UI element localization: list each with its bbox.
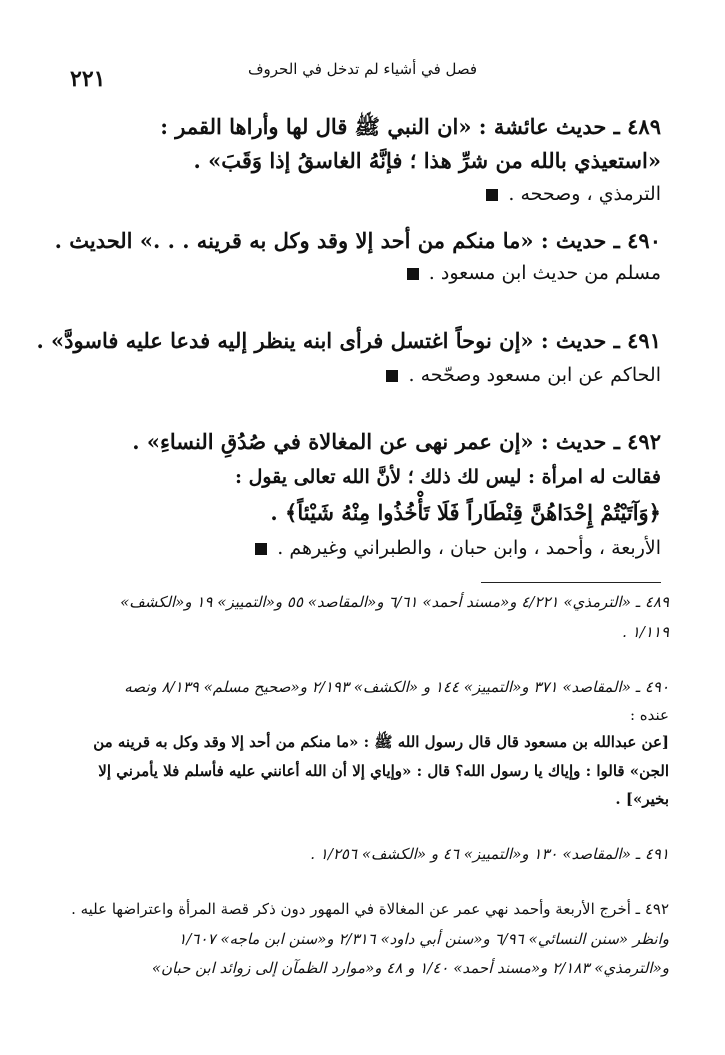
page-header [60, 58, 665, 92]
page-number: ٢٢١ [70, 66, 106, 92]
hadith-490-line-1: ٤٩٠ ـ حديث : «ما منكم من أحد إلا وقد وكل به قرينه . . .» الحديث . [54, 228, 661, 253]
footnote-489-line-1: ٤٨٩ ـ «الترمذي» ٤/٢٢١ و«مسند أحمد» ٦/٦١ و«المقاصد» ٥٥ و«التمييز» ١٩ و«الكشف» [120, 593, 669, 611]
end-square-icon [407, 268, 419, 280]
hadith-492-line-1: ٤٩٢ ـ حديث : «إن عمر نهى عن المغالاة في صُدُقِ النساءِ» . [132, 429, 661, 454]
hadith-492-source [40, 537, 661, 561]
hadith-491-source [40, 364, 661, 388]
hadith-489-source [40, 183, 661, 207]
source-text: مسلم من حديث ابن مسعود . [428, 262, 661, 284]
footnote-490-line-3: [عن عبدالله بن مسعود قال قال رسول الله ﷺ : «ما منكم من أحد إلا وقد وكل به قرينه من [93, 733, 669, 751]
hadith-489-line-1: ٤٨٩ ـ حديث عائشة : «ان النبي ﷺ قال لها وأراها القمر : [160, 114, 661, 139]
hadith-489-line-2: «استعيذي بالله من شرِّ هذا ؛ فإنَّهُ الغاسقُ إذا وَقَبَ» . [193, 148, 661, 173]
footnote-divider [481, 582, 661, 583]
end-square-icon [255, 543, 267, 555]
footnote-492-line-3: و«الترمذي» ٢/١٨٣ و«مسند أحمد» ١/٤٠ و ٤٨ و«موارد الظمآن إلى زوائد ابن حبان» [151, 959, 669, 977]
end-square-icon [386, 370, 398, 382]
end-square-icon [486, 189, 498, 201]
hadith-490-source [40, 262, 661, 286]
source-text: الترمذي ، وصححه . [508, 183, 661, 205]
hadith-492-line-2: فقالت له امرأة : ليس لك ذلك ؛ لأنَّ الله تعالى يقول : [234, 466, 661, 488]
hadith-491-line-1: ٤٩١ ـ حديث : «إن نوحاً اغتسل فرأى ابنه ينظر إليه فدعا عليه فاسودَّ» . [36, 328, 661, 353]
footnote-490-line-4: الجن» قالوا : وإياك يا رسول الله؟ قال : «وإياي إلا أن الله أعانني عليه فأسلم فلا يأمرني إلا [98, 762, 669, 780]
footnote-490-line-1: ٤٩٠ ـ «المقاصد» ٣٧١ و«التمييز» ١٤٤ و «الكشف» ٢/١٩٣ و«صحيح مسلم» ٨/١٣٩ ونصه [124, 678, 669, 696]
hadith-492-quran-verse: ﴿وَآتَيْتُمْ إِحْدَاهُنَّ قِنْطَاراً فَلَا تَأْخُذُوا مِنْهُ شَيْئاً﴾ . [270, 500, 661, 525]
footnote-489-line-2: ١/١١٩ . [622, 623, 669, 641]
footnote-492-line-1: ٤٩٢ ـ أخرج الأربعة وأحمد نهي عمر عن المغالاة في المهور دون ذكر قصة المرأة واعتراضها عليه . [71, 900, 669, 918]
footnote-491-line-1: ٤٩١ ـ «المقاصد» ١٣٠ و«التمييز» ٤٦ و «الكشف» ١/٢٥٦ . [310, 845, 669, 863]
running-title: فصل في أشياء لم تدخل في الحروف [247, 60, 478, 78]
footnote-490-line-5: بخير»] . [615, 790, 669, 808]
source-text: الأربعة ، وأحمد ، وابن حبان ، والطبراني وغيرهم . [277, 537, 661, 559]
source-text: الحاكم عن ابن مسعود وصحّحه . [408, 364, 661, 386]
footnote-492-line-2: وانظر «سنن النسائي» ٦/٩٦ و«سنن أبي داود» ٢/٣١٦ و«سنن ابن ماجه» ١/٦٠٧ [178, 930, 669, 948]
footnote-490-line-2: عنده : [629, 706, 669, 724]
